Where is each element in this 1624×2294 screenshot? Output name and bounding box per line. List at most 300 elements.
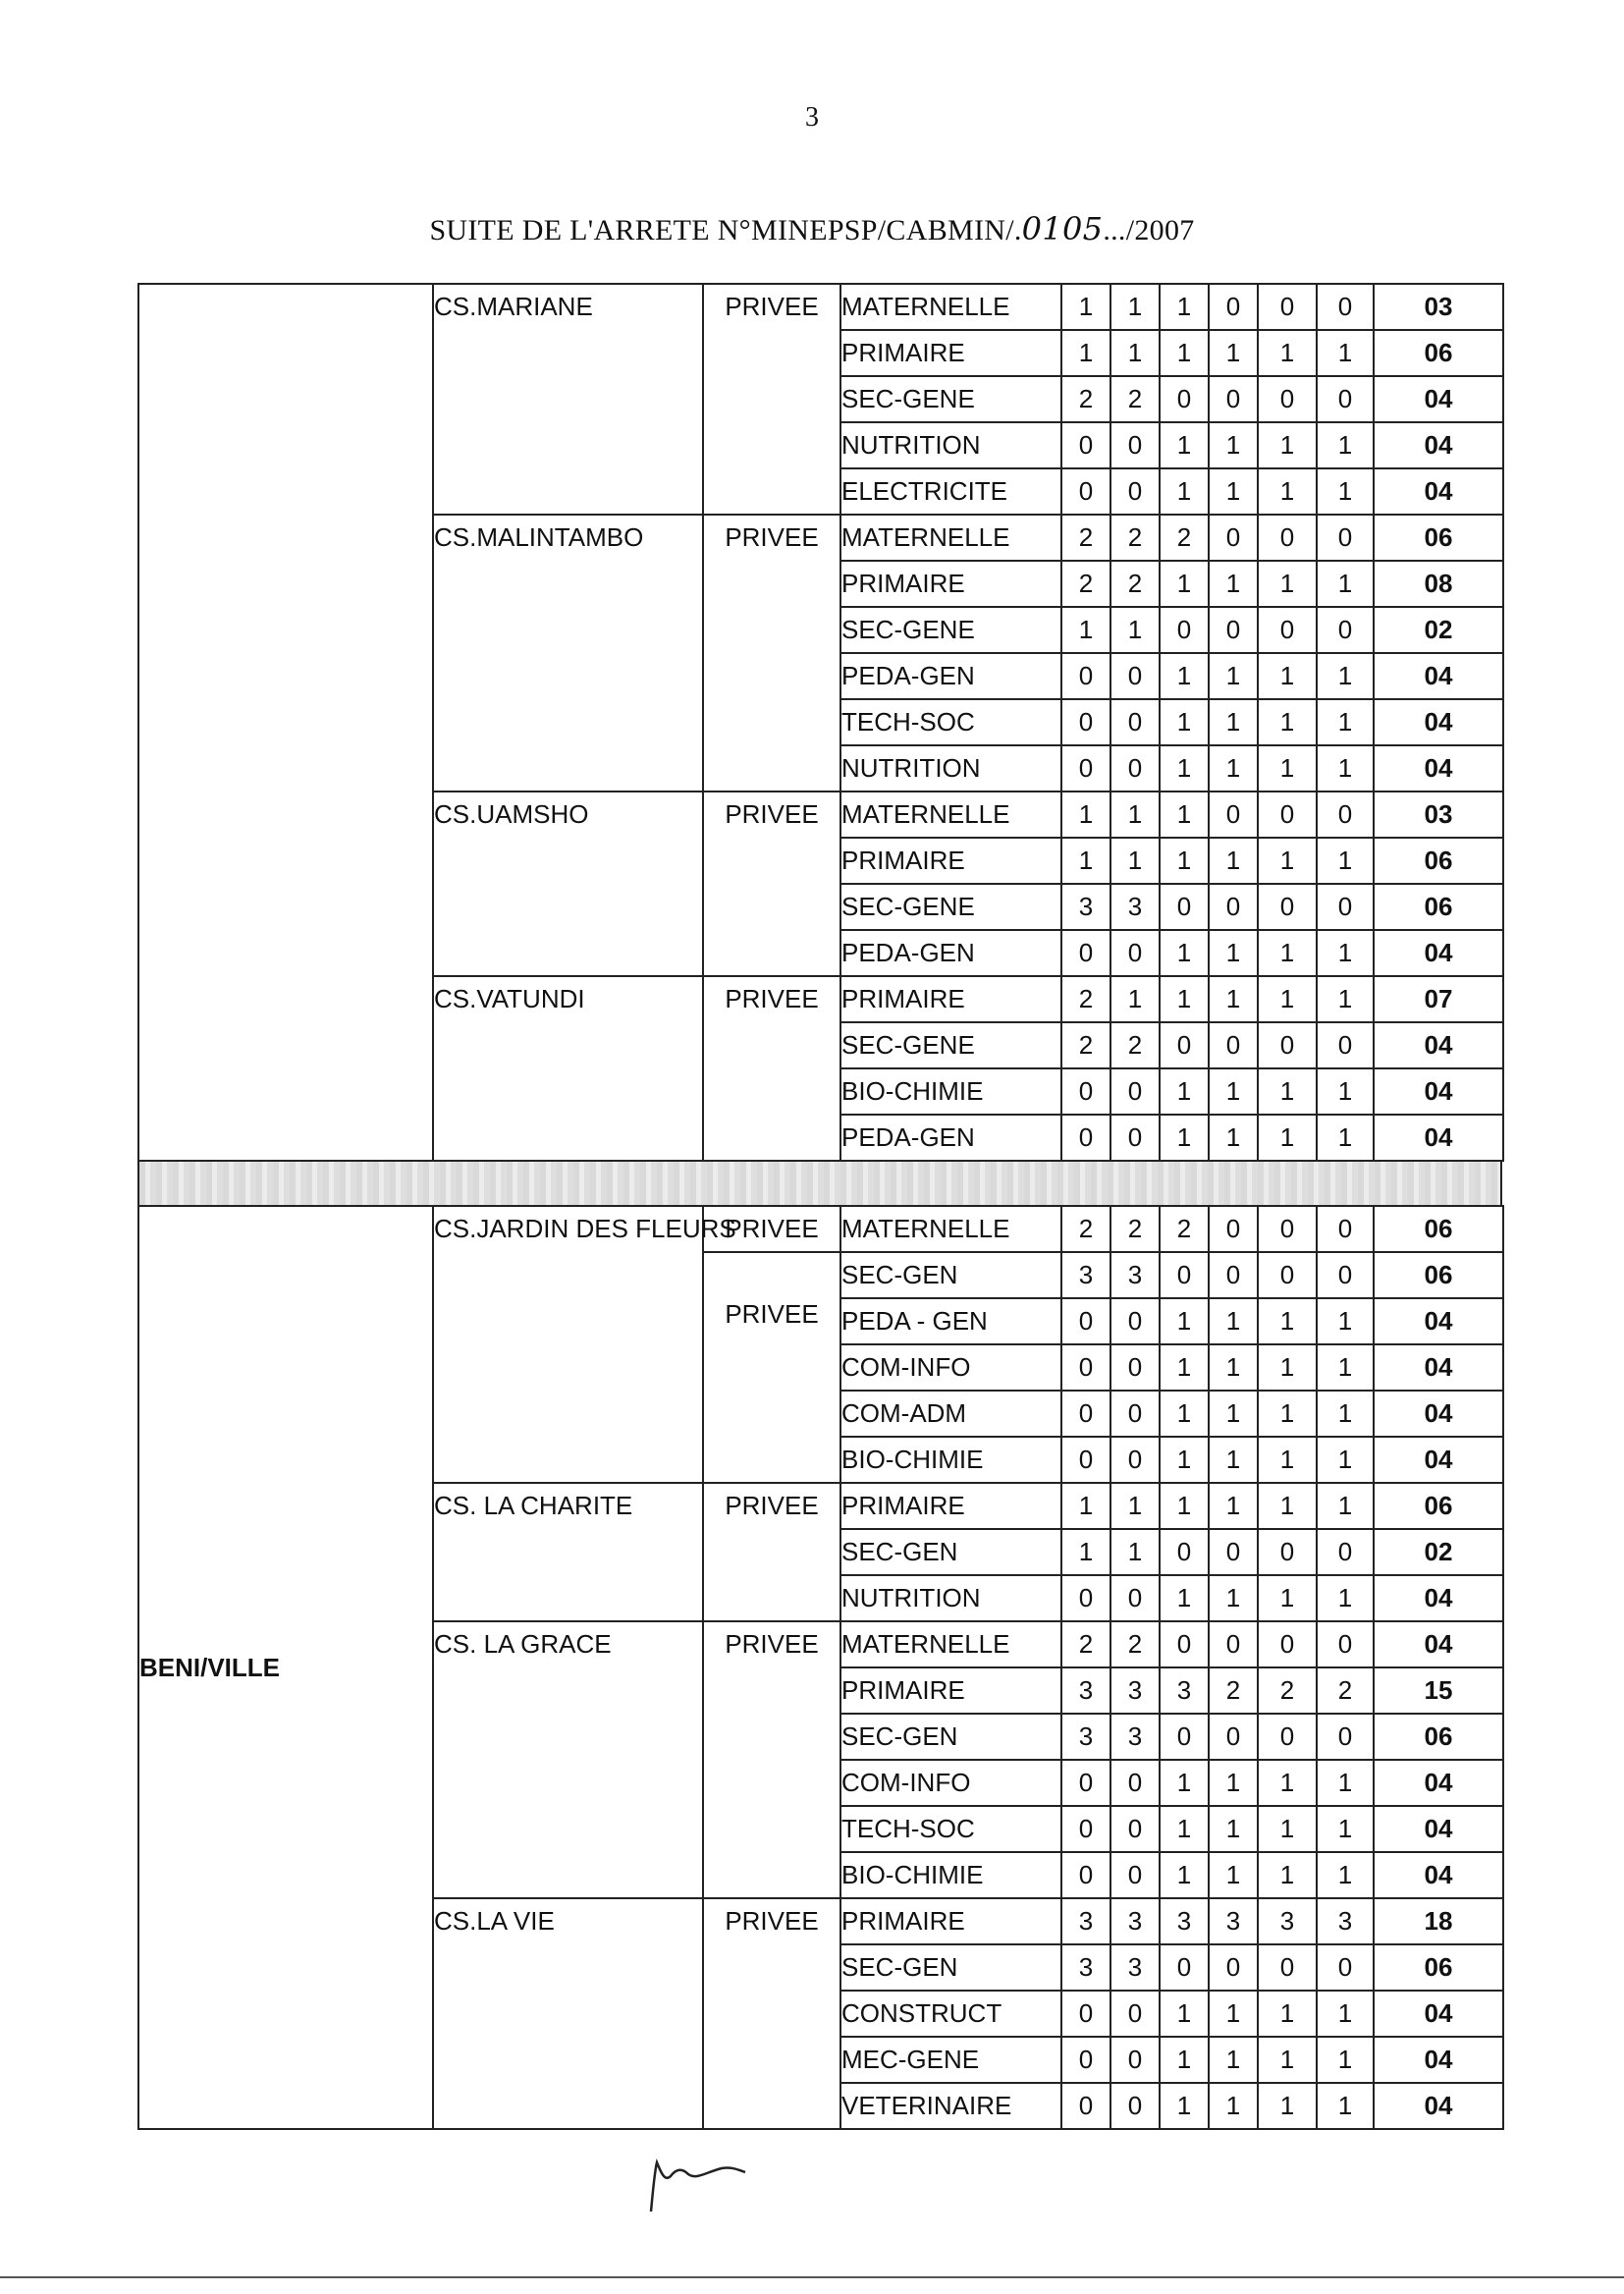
class-count-cell: 3 <box>1160 1667 1209 1714</box>
total-cell: 04 <box>1374 1298 1503 1344</box>
total-cell: 04 <box>1374 1760 1503 1806</box>
school-type: PRIVEE <box>703 1252 840 1483</box>
district-table <box>137 1205 1504 2130</box>
class-count-cell: 0 <box>1317 607 1374 653</box>
class-count-cell: 1 <box>1258 1298 1317 1344</box>
class-count-cell: 1 <box>1317 1483 1374 1529</box>
class-count-cell: 0 <box>1317 1206 1374 1252</box>
class-count-cell: 0 <box>1317 515 1374 561</box>
class-count-cell: 1 <box>1258 561 1317 607</box>
class-count-cell: 0 <box>1209 1022 1258 1068</box>
total-cell: 04 <box>1374 653 1503 699</box>
class-count-cell: 1 <box>1160 1760 1209 1806</box>
class-count-cell: 0 <box>1061 745 1110 792</box>
total-cell: 06 <box>1374 330 1503 376</box>
total-cell: 03 <box>1374 792 1503 838</box>
class-count-cell: 1 <box>1110 792 1160 838</box>
class-count-cell: 3 <box>1061 1667 1110 1714</box>
class-count-cell: 0 <box>1160 607 1209 653</box>
class-count-cell: 1 <box>1160 1991 1209 2037</box>
total-cell: 04 <box>1374 2083 1503 2129</box>
option-name: MATERNELLE <box>840 792 1061 838</box>
option-name: NUTRITION <box>840 1575 1061 1621</box>
class-count-cell: 1 <box>1317 1068 1374 1115</box>
class-count-cell: 1 <box>1209 838 1258 884</box>
class-count-cell: 2 <box>1110 376 1160 422</box>
option-name: MATERNELLE <box>840 1621 1061 1667</box>
class-count-cell: 1 <box>1160 330 1209 376</box>
option-name: SEC-GENE <box>840 1022 1061 1068</box>
class-count-cell: 2 <box>1110 1621 1160 1667</box>
class-count-cell: 2 <box>1061 976 1110 1022</box>
class-count-cell: 1 <box>1258 1575 1317 1621</box>
class-count-cell: 1 <box>1317 1298 1374 1344</box>
option-name: VETERINAIRE <box>840 2083 1061 2129</box>
class-count-cell: 0 <box>1209 515 1258 561</box>
class-count-cell: 1 <box>1258 468 1317 515</box>
class-count-cell: 3 <box>1061 1898 1110 1944</box>
class-count-cell: 1 <box>1317 468 1374 515</box>
class-count-cell: 0 <box>1209 1252 1258 1298</box>
class-count-cell: 1 <box>1258 1068 1317 1115</box>
option-name: PRIMAIRE <box>840 976 1061 1022</box>
school-type: PRIVEE <box>703 1621 840 1898</box>
class-count-cell: 0 <box>1160 1714 1209 1760</box>
option-name: NUTRITION <box>840 745 1061 792</box>
class-count-cell: 1 <box>1317 1115 1374 1161</box>
class-count-cell: 0 <box>1317 1529 1374 1575</box>
class-count-cell: 1 <box>1209 330 1258 376</box>
district-cell: BENI/VILLE <box>138 1206 433 2129</box>
class-count-cell: 0 <box>1061 1391 1110 1437</box>
option-name: PRIMAIRE <box>840 561 1061 607</box>
class-count-cell: 2 <box>1110 1022 1160 1068</box>
class-count-cell: 2 <box>1258 1667 1317 1714</box>
total-cell: 04 <box>1374 1852 1503 1898</box>
total-cell: 06 <box>1374 884 1503 930</box>
class-count-cell: 0 <box>1061 1068 1110 1115</box>
class-count-cell: 0 <box>1110 930 1160 976</box>
class-count-cell: 1 <box>1317 699 1374 745</box>
class-count-cell: 0 <box>1258 1714 1317 1760</box>
total-cell: 04 <box>1374 422 1503 468</box>
class-count-cell: 3 <box>1110 1714 1160 1760</box>
option-name: BIO-CHIMIE <box>840 1437 1061 1483</box>
class-count-cell: 3 <box>1061 1252 1110 1298</box>
school-name: CS.JARDIN DES FLEURS <box>433 1206 703 1483</box>
class-count-cell: 1 <box>1317 930 1374 976</box>
class-count-cell: 0 <box>1258 284 1317 330</box>
class-count-cell: 0 <box>1061 1298 1110 1344</box>
total-cell: 06 <box>1374 1483 1503 1529</box>
class-count-cell: 0 <box>1110 699 1160 745</box>
class-count-cell: 1 <box>1061 607 1110 653</box>
class-count-cell: 1 <box>1258 838 1317 884</box>
option-name: PEDA-GEN <box>840 653 1061 699</box>
class-count-cell: 1 <box>1209 745 1258 792</box>
option-name: SEC-GEN <box>840 1714 1061 1760</box>
total-cell: 06 <box>1374 1944 1503 1991</box>
page-bottom-rule <box>0 2276 1624 2278</box>
school-name: CS. LA GRACE <box>433 1621 703 1898</box>
class-count-cell: 1 <box>1209 699 1258 745</box>
option-name: ELECTRICITE <box>840 468 1061 515</box>
class-count-cell: 0 <box>1209 376 1258 422</box>
class-count-cell: 0 <box>1317 792 1374 838</box>
class-count-cell: 1 <box>1160 1298 1209 1344</box>
class-count-cell: 0 <box>1258 607 1317 653</box>
title-prefix: SUITE DE L'ARRETE N°MINEPSP/CABMIN/. <box>429 214 1022 246</box>
class-count-cell: 0 <box>1209 1206 1258 1252</box>
school-type: PRIVEE <box>703 976 840 1161</box>
class-count-cell: 1 <box>1061 1529 1110 1575</box>
class-count-cell: 0 <box>1209 284 1258 330</box>
class-count-cell: 1 <box>1160 2037 1209 2083</box>
total-cell: 04 <box>1374 699 1503 745</box>
class-count-cell: 0 <box>1061 468 1110 515</box>
class-count-cell: 3 <box>1110 1944 1160 1991</box>
class-count-cell: 1 <box>1258 653 1317 699</box>
class-count-cell: 1 <box>1160 838 1209 884</box>
class-count-cell: 0 <box>1110 1991 1160 2037</box>
table-row <box>138 284 1503 330</box>
class-count-cell: 0 <box>1317 284 1374 330</box>
class-count-cell: 1 <box>1317 1852 1374 1898</box>
class-count-cell: 0 <box>1160 1944 1209 1991</box>
class-count-cell: 1 <box>1160 976 1209 1022</box>
class-count-cell: 0 <box>1258 1944 1317 1991</box>
class-count-cell: 1 <box>1110 284 1160 330</box>
class-count-cell: 1 <box>1160 1852 1209 1898</box>
class-count-cell: 0 <box>1258 376 1317 422</box>
school-name: CS.LA VIE <box>433 1898 703 2129</box>
class-count-cell: 2 <box>1317 1667 1374 1714</box>
class-count-cell: 1 <box>1209 1483 1258 1529</box>
class-count-cell: 1 <box>1110 607 1160 653</box>
class-count-cell: 0 <box>1110 1760 1160 1806</box>
total-cell: 04 <box>1374 745 1503 792</box>
class-count-cell: 1 <box>1160 561 1209 607</box>
class-count-cell: 0 <box>1110 1344 1160 1391</box>
class-count-cell: 1 <box>1258 1115 1317 1161</box>
total-cell: 04 <box>1374 1621 1503 1667</box>
class-count-cell: 1 <box>1258 2037 1317 2083</box>
class-count-cell: 0 <box>1317 1944 1374 1991</box>
total-cell: 06 <box>1374 838 1503 884</box>
class-count-cell: 1 <box>1160 1068 1209 1115</box>
option-name: PEDA-GEN <box>840 930 1061 976</box>
class-count-cell: 1 <box>1317 422 1374 468</box>
option-name: MATERNELLE <box>840 1206 1061 1252</box>
class-count-cell: 0 <box>1061 930 1110 976</box>
class-count-cell: 0 <box>1061 2083 1110 2129</box>
class-count-cell: 0 <box>1209 1714 1258 1760</box>
class-count-cell: 0 <box>1110 1437 1160 1483</box>
option-name: BIO-CHIMIE <box>840 1852 1061 1898</box>
class-count-cell: 0 <box>1209 1944 1258 1991</box>
handwritten-signature <box>643 2151 751 2219</box>
option-name: PRIMAIRE <box>840 1898 1061 1944</box>
class-count-cell: 0 <box>1061 699 1110 745</box>
option-name: NUTRITION <box>840 422 1061 468</box>
class-count-cell: 1 <box>1061 330 1110 376</box>
class-count-cell: 0 <box>1209 1621 1258 1667</box>
class-count-cell: 1 <box>1258 1391 1317 1437</box>
class-count-cell: 1 <box>1110 1483 1160 1529</box>
option-name: BIO-CHIMIE <box>840 1068 1061 1115</box>
class-count-cell: 3 <box>1160 1898 1209 1944</box>
class-count-cell: 1 <box>1160 468 1209 515</box>
class-count-cell: 0 <box>1110 422 1160 468</box>
class-count-cell: 2 <box>1061 376 1110 422</box>
class-count-cell: 0 <box>1110 745 1160 792</box>
option-name: PRIMAIRE <box>840 838 1061 884</box>
class-count-cell: 1 <box>1258 422 1317 468</box>
class-count-cell: 1 <box>1061 284 1110 330</box>
class-count-cell: 1 <box>1061 838 1110 884</box>
total-cell: 06 <box>1374 1714 1503 1760</box>
class-count-cell: 1 <box>1160 1344 1209 1391</box>
class-count-cell: 1 <box>1209 422 1258 468</box>
school-type: PRIVEE <box>703 1206 840 1252</box>
class-count-cell: 1 <box>1317 1760 1374 1806</box>
total-cell: 06 <box>1374 1206 1503 1252</box>
option-name: PRIMAIRE <box>840 330 1061 376</box>
school-name: CS. LA CHARITE <box>433 1483 703 1621</box>
school-name: CS.MARIANE <box>433 284 703 515</box>
total-cell: 04 <box>1374 1575 1503 1621</box>
class-count-cell: 1 <box>1258 1991 1317 2037</box>
class-count-cell: 1 <box>1209 1298 1258 1344</box>
class-count-cell: 2 <box>1061 1022 1110 1068</box>
option-name: SEC-GEN <box>840 1944 1061 1991</box>
total-cell: 04 <box>1374 1991 1503 2037</box>
class-count-cell: 1 <box>1258 1483 1317 1529</box>
total-cell: 18 <box>1374 1898 1503 1944</box>
class-count-cell: 1 <box>1160 1437 1209 1483</box>
class-count-cell: 1 <box>1258 1806 1317 1852</box>
class-count-cell: 1 <box>1160 745 1209 792</box>
class-count-cell: 0 <box>1258 1252 1317 1298</box>
class-count-cell: 0 <box>1160 1621 1209 1667</box>
class-count-cell: 1 <box>1209 468 1258 515</box>
class-count-cell: 0 <box>1317 376 1374 422</box>
class-count-cell: 3 <box>1061 884 1110 930</box>
class-count-cell: 3 <box>1110 884 1160 930</box>
school-name: CS.UAMSHO <box>433 792 703 976</box>
page-number: 3 <box>805 102 819 133</box>
block-separator <box>137 1162 1502 1205</box>
class-count-cell: 1 <box>1209 561 1258 607</box>
class-count-cell: 3 <box>1258 1898 1317 1944</box>
class-count-cell: 0 <box>1061 1760 1110 1806</box>
class-count-cell: 0 <box>1317 1621 1374 1667</box>
option-name: SEC-GENE <box>840 376 1061 422</box>
class-count-cell: 0 <box>1160 1529 1209 1575</box>
district-cell <box>138 284 433 1161</box>
class-count-cell: 1 <box>1258 1852 1317 1898</box>
class-count-cell: 1 <box>1317 838 1374 884</box>
class-count-cell: 2 <box>1160 1206 1209 1252</box>
class-count-cell: 0 <box>1258 1206 1317 1252</box>
class-count-cell: 1 <box>1258 976 1317 1022</box>
class-count-cell: 1 <box>1317 1806 1374 1852</box>
class-count-cell: 1 <box>1317 1391 1374 1437</box>
class-count-cell: 1 <box>1061 1483 1110 1529</box>
total-cell: 04 <box>1374 1068 1503 1115</box>
school-name: CS.VATUNDI <box>433 976 703 1161</box>
option-name: SEC-GEN <box>840 1529 1061 1575</box>
class-count-cell: 1 <box>1209 1760 1258 1806</box>
class-count-cell: 0 <box>1317 884 1374 930</box>
class-count-cell: 1 <box>1160 284 1209 330</box>
class-count-cell: 1 <box>1160 1483 1209 1529</box>
school-type: PRIVEE <box>703 515 840 792</box>
class-count-cell: 2 <box>1110 561 1160 607</box>
class-count-cell: 1 <box>1258 330 1317 376</box>
class-count-cell: 0 <box>1061 1344 1110 1391</box>
option-name: TECH-SOC <box>840 699 1061 745</box>
total-cell: 08 <box>1374 561 1503 607</box>
class-count-cell: 0 <box>1110 1806 1160 1852</box>
total-cell: 04 <box>1374 930 1503 976</box>
class-count-cell: 1 <box>1160 2083 1209 2129</box>
class-count-cell: 1 <box>1160 792 1209 838</box>
class-count-cell: 1 <box>1160 1391 1209 1437</box>
class-count-cell: 1 <box>1110 976 1160 1022</box>
class-count-cell: 1 <box>1209 2083 1258 2129</box>
class-count-cell: 0 <box>1209 1529 1258 1575</box>
class-count-cell: 0 <box>1209 884 1258 930</box>
class-count-cell: 1 <box>1209 1115 1258 1161</box>
class-count-cell: 1 <box>1317 1344 1374 1391</box>
total-cell: 07 <box>1374 976 1503 1022</box>
class-count-cell: 0 <box>1110 1575 1160 1621</box>
class-count-cell: 0 <box>1258 1529 1317 1575</box>
class-count-cell: 1 <box>1160 1115 1209 1161</box>
class-count-cell: 1 <box>1209 1991 1258 2037</box>
option-name: SEC-GENE <box>840 884 1061 930</box>
class-count-cell: 1 <box>1209 1437 1258 1483</box>
class-count-cell: 3 <box>1110 1252 1160 1298</box>
class-count-cell: 2 <box>1110 1206 1160 1252</box>
class-count-cell: 1 <box>1258 745 1317 792</box>
class-count-cell: 1 <box>1258 2083 1317 2129</box>
total-cell: 04 <box>1374 1115 1503 1161</box>
class-count-cell: 1 <box>1209 1068 1258 1115</box>
class-count-cell: 3 <box>1209 1898 1258 1944</box>
option-name: TECH-SOC <box>840 1806 1061 1852</box>
total-cell: 15 <box>1374 1667 1503 1714</box>
school-type: PRIVEE <box>703 1898 840 2129</box>
total-cell: 04 <box>1374 468 1503 515</box>
school-name: CS.MALINTAMBO <box>433 515 703 792</box>
class-count-cell: 0 <box>1209 607 1258 653</box>
class-count-cell: 0 <box>1160 376 1209 422</box>
class-count-cell: 2 <box>1061 1206 1110 1252</box>
class-count-cell: 2 <box>1160 515 1209 561</box>
class-count-cell: 2 <box>1209 1667 1258 1714</box>
class-count-cell: 1 <box>1317 330 1374 376</box>
total-cell: 04 <box>1374 376 1503 422</box>
class-count-cell: 1 <box>1160 422 1209 468</box>
class-count-cell: 0 <box>1110 1298 1160 1344</box>
class-count-cell: 3 <box>1110 1898 1160 1944</box>
school-type: PRIVEE <box>703 284 840 515</box>
class-count-cell: 0 <box>1110 1391 1160 1437</box>
option-name: PRIMAIRE <box>840 1483 1061 1529</box>
total-cell: 04 <box>1374 1437 1503 1483</box>
class-count-cell: 0 <box>1061 1852 1110 1898</box>
total-cell: 03 <box>1374 284 1503 330</box>
class-count-cell: 1 <box>1317 1437 1374 1483</box>
class-count-cell: 1 <box>1110 330 1160 376</box>
class-count-cell: 1 <box>1160 699 1209 745</box>
class-count-cell: 1 <box>1110 1529 1160 1575</box>
class-count-cell: 1 <box>1209 1391 1258 1437</box>
class-count-cell: 1 <box>1061 792 1110 838</box>
class-count-cell: 0 <box>1258 1022 1317 1068</box>
option-name: COM-INFO <box>840 1760 1061 1806</box>
class-count-cell: 0 <box>1317 1714 1374 1760</box>
class-count-cell: 0 <box>1061 1991 1110 2037</box>
class-count-cell: 1 <box>1317 745 1374 792</box>
total-cell: 04 <box>1374 1806 1503 1852</box>
option-name: SEC-GENE <box>840 607 1061 653</box>
option-name: CONSTRUCT <box>840 1991 1061 2037</box>
class-count-cell: 0 <box>1258 792 1317 838</box>
class-count-cell: 2 <box>1061 515 1110 561</box>
option-name: MATERNELLE <box>840 515 1061 561</box>
class-count-cell: 1 <box>1209 2037 1258 2083</box>
class-count-cell: 0 <box>1061 1575 1110 1621</box>
class-count-cell: 2 <box>1110 515 1160 561</box>
option-name: MATERNELLE <box>840 284 1061 330</box>
class-count-cell: 0 <box>1061 1806 1110 1852</box>
class-count-cell: 0 <box>1110 1852 1160 1898</box>
school-type: PRIVEE <box>703 1483 840 1621</box>
class-count-cell: 0 <box>1061 1115 1110 1161</box>
option-name: SEC-GEN <box>840 1252 1061 1298</box>
total-cell: 04 <box>1374 2037 1503 2083</box>
class-count-cell: 0 <box>1110 2083 1160 2129</box>
class-count-cell: 0 <box>1317 1022 1374 1068</box>
total-cell: 04 <box>1374 1022 1503 1068</box>
option-name: COM-ADM <box>840 1391 1061 1437</box>
total-cell: 04 <box>1374 1391 1503 1437</box>
class-count-cell: 0 <box>1160 1022 1209 1068</box>
class-count-cell: 1 <box>1160 1575 1209 1621</box>
class-count-cell: 3 <box>1061 1714 1110 1760</box>
class-count-cell: 1 <box>1209 930 1258 976</box>
class-count-cell: 1 <box>1209 653 1258 699</box>
class-count-cell: 0 <box>1061 422 1110 468</box>
option-name: PRIMAIRE <box>840 1667 1061 1714</box>
document-title <box>0 210 1624 247</box>
option-name: PEDA-GEN <box>840 1115 1061 1161</box>
class-count-cell: 1 <box>1160 1806 1209 1852</box>
class-count-cell: 1 <box>1209 1344 1258 1391</box>
class-count-cell: 0 <box>1110 1068 1160 1115</box>
school-type: PRIVEE <box>703 792 840 976</box>
class-count-cell: 0 <box>1061 653 1110 699</box>
class-count-cell: 1 <box>1209 1806 1258 1852</box>
class-count-cell: 0 <box>1317 1252 1374 1298</box>
class-count-cell: 2 <box>1061 561 1110 607</box>
total-cell: 02 <box>1374 1529 1503 1575</box>
class-count-cell: 1 <box>1317 1575 1374 1621</box>
total-cell: 06 <box>1374 1252 1503 1298</box>
